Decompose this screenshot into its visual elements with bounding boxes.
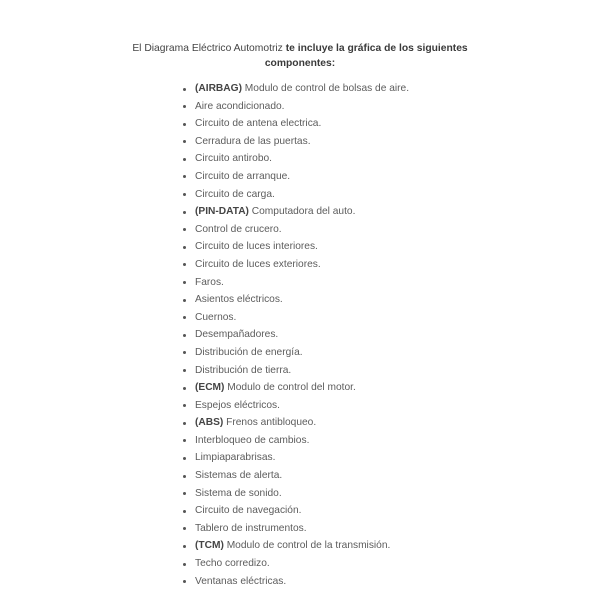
component-text: Cerradura de las puertas. bbox=[195, 135, 311, 147]
list-item bbox=[178, 432, 409, 450]
component-text: Circuito de luces interiores. bbox=[195, 241, 318, 253]
list-item bbox=[178, 150, 409, 168]
intro-bold-text: te incluye la gráfica de los siguientes componentes: bbox=[264, 43, 468, 69]
list-item bbox=[178, 274, 409, 292]
list-item bbox=[178, 537, 409, 555]
component-code: (ECM) bbox=[195, 382, 225, 394]
component-text: Aire acondicionado. bbox=[195, 100, 285, 112]
component-text: Circuito de arranque. bbox=[195, 170, 291, 182]
component-text: Circuito de carga. bbox=[195, 188, 275, 200]
bullet-icon bbox=[183, 105, 186, 108]
component-text: Distribución de energía. bbox=[195, 346, 303, 358]
component-text: Computadora del auto. bbox=[248, 206, 356, 218]
list-item bbox=[178, 186, 409, 204]
list-item bbox=[178, 256, 409, 274]
bullet-icon bbox=[183, 193, 186, 196]
component-text: Cuernos. bbox=[195, 311, 237, 323]
bullet-icon bbox=[183, 439, 186, 442]
bullet-icon bbox=[183, 510, 186, 513]
list-item bbox=[178, 379, 409, 397]
component-code: (AIRBAG) bbox=[195, 83, 242, 94]
bullet-icon bbox=[183, 475, 186, 478]
component-text: Desempañadores. bbox=[195, 329, 279, 341]
component-text: Modulo de control del motor. bbox=[224, 382, 356, 394]
list-item bbox=[178, 203, 409, 221]
component-text: Modulo de control de bolsas de aire. bbox=[241, 83, 410, 94]
list-item bbox=[178, 520, 409, 538]
component-text: Espejos eléctricos. bbox=[195, 399, 280, 411]
bullet-icon bbox=[183, 211, 186, 214]
component-text: Sistema de sonido. bbox=[195, 487, 282, 499]
list-item bbox=[178, 326, 409, 344]
component-text: Circuito de antena electrica. bbox=[195, 118, 322, 130]
component-text: Limpiaparabrisas. bbox=[195, 452, 276, 464]
component-text: Asientos eléctricos. bbox=[195, 294, 283, 306]
component-code: (TCM) bbox=[195, 540, 224, 552]
component-text: Circuito de luces exteriores. bbox=[195, 258, 321, 270]
list-item bbox=[178, 115, 409, 133]
list-item bbox=[178, 221, 409, 239]
bullet-icon bbox=[183, 492, 186, 495]
component-code: (PIN-DATA) bbox=[195, 206, 249, 218]
list-item bbox=[178, 309, 409, 327]
bullet-icon bbox=[183, 88, 186, 91]
list-item bbox=[178, 133, 409, 151]
component-text: Distribución de tierra. bbox=[195, 364, 292, 376]
bullet-icon bbox=[183, 334, 186, 337]
list-item bbox=[178, 449, 409, 467]
bullet-icon bbox=[183, 404, 186, 407]
bullet-icon bbox=[183, 545, 186, 548]
component-text: Faros. bbox=[195, 276, 224, 288]
bullet-icon bbox=[183, 299, 186, 302]
bullet-icon bbox=[183, 387, 186, 390]
list-item bbox=[178, 485, 409, 503]
component-text: Circuito antirobo. bbox=[195, 153, 273, 165]
list-item bbox=[178, 344, 409, 362]
list-item bbox=[178, 397, 409, 415]
component-text: Sistemas de alerta. bbox=[195, 470, 283, 482]
component-text: Circuito de navegación. bbox=[195, 505, 302, 517]
list-item bbox=[178, 467, 409, 485]
bullet-icon bbox=[183, 140, 186, 143]
component-text: Tablero de instrumentos. bbox=[195, 522, 307, 534]
list-item bbox=[178, 502, 409, 520]
bullet-icon bbox=[183, 228, 186, 231]
bullet-icon bbox=[183, 123, 186, 126]
list-item bbox=[178, 80, 409, 98]
component-text: Modulo de control de la transmisión. bbox=[223, 540, 391, 552]
component-text: Ventanas eléctricas. bbox=[195, 575, 287, 587]
list-item bbox=[178, 414, 409, 432]
bullet-icon bbox=[183, 316, 186, 319]
component-text: Control de crucero. bbox=[195, 223, 282, 235]
list-item bbox=[178, 555, 409, 573]
list-item bbox=[178, 238, 409, 256]
bullet-icon bbox=[183, 563, 186, 566]
component-text: Techo corredizo. bbox=[195, 558, 270, 570]
bullet-icon bbox=[183, 263, 186, 266]
list-item bbox=[178, 98, 409, 116]
components-list bbox=[178, 80, 409, 590]
bullet-icon bbox=[183, 175, 186, 178]
bullet-icon bbox=[183, 246, 186, 249]
intro-text: El Diagrama Eléctrico Automotriz bbox=[132, 43, 286, 54]
bullet-icon bbox=[183, 527, 186, 530]
component-code: (ABS) bbox=[195, 417, 224, 429]
bullet-icon bbox=[183, 281, 186, 284]
bullet-icon bbox=[183, 351, 186, 354]
component-text: Interbloqueo de cambios. bbox=[195, 434, 310, 446]
bullet-icon bbox=[183, 457, 186, 460]
list-item bbox=[178, 362, 409, 380]
list-item bbox=[178, 168, 409, 186]
bullet-icon bbox=[183, 422, 186, 425]
list-item bbox=[178, 573, 409, 591]
bullet-icon bbox=[183, 580, 186, 583]
list-item bbox=[178, 291, 409, 309]
component-text: Frenos antibloqueo. bbox=[223, 417, 317, 429]
bullet-icon bbox=[183, 369, 186, 372]
intro-paragraph bbox=[110, 41, 490, 71]
bullet-icon bbox=[183, 158, 186, 161]
